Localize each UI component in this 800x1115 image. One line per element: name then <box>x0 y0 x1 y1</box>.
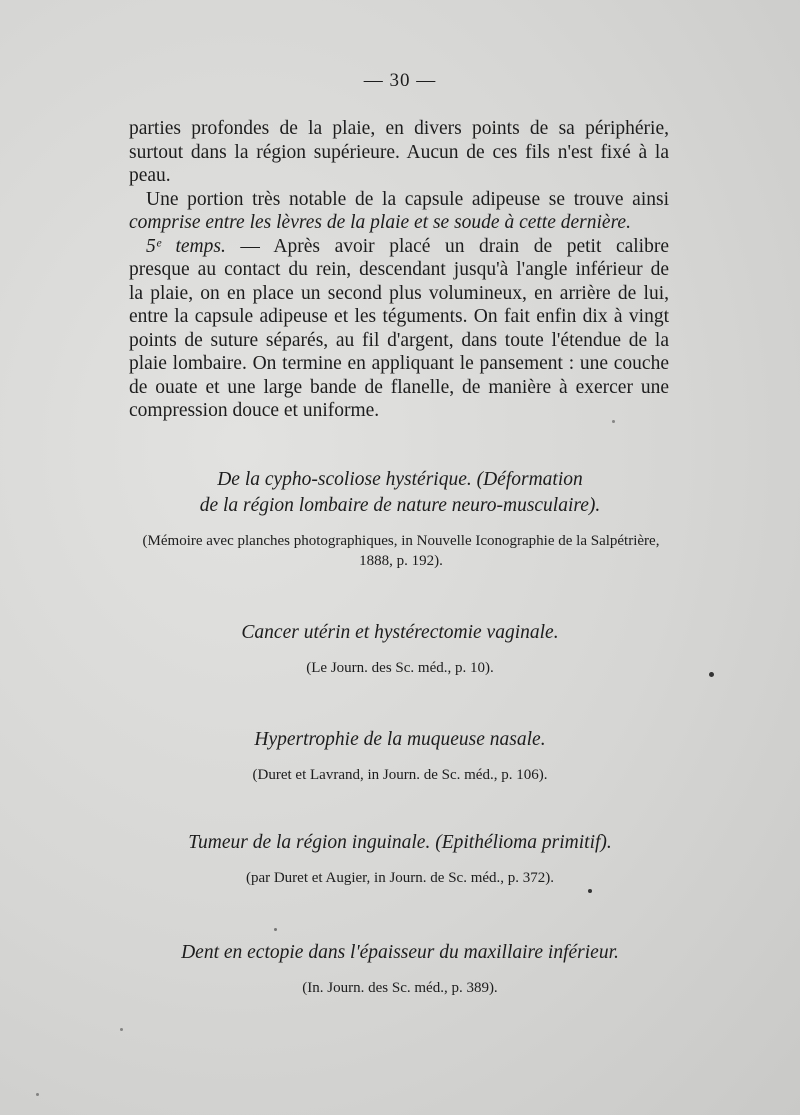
step-label: 5ᵉ temps. <box>146 235 226 257</box>
scan-speck <box>588 889 592 893</box>
paragraph-3 <box>129 235 669 423</box>
entry-title: Dent en ectopie dans l'épaisseur du maxillaire inférieur. <box>181 942 619 963</box>
text-line: peau. <box>129 165 171 186</box>
body-text <box>129 117 669 423</box>
text-line: parties profondes de la plaie, en divers points de sa périphérie, <box>129 118 669 139</box>
scan-speck <box>709 672 714 677</box>
text-line: de ouate et une large bande de flanelle, de manière à exercer une <box>129 376 669 398</box>
text-line-italic: comprise entre les lèvres de la plaie et se soude à cette dernière. <box>129 212 631 233</box>
entry-source: (Mémoire avec planches photographiques, in Nouvelle Iconographie de la Salpétrière, 1888, p. 192). <box>142 533 660 569</box>
text-line: presque au contact du rein, descendant jusqu'à l'angle inférieur de <box>129 259 669 280</box>
entry-title: De la cypho-scoliose hystérique. (Déformation <box>217 469 583 490</box>
bibliography-entry <box>0 727 800 785</box>
text-line <box>129 235 669 259</box>
scan-speck <box>612 420 615 423</box>
scan-speck <box>274 928 277 931</box>
bibliography-entry <box>0 940 800 998</box>
entry-source: (Duret et Lavrand, in Journ. de Sc. méd., p. 106). <box>252 767 548 783</box>
bibliography-entry <box>0 467 800 571</box>
entry-title: Hypertrophie de la muqueuse nasale. <box>254 729 546 750</box>
paragraph-2 <box>129 188 669 235</box>
bibliography-entry <box>0 830 800 888</box>
entry-source: (par Duret et Augier, in Journ. de Sc. méd., p. 372). <box>245 870 555 886</box>
scan-speck <box>120 1028 123 1031</box>
text-line: compression douce et uniforme. <box>129 400 380 421</box>
page-number: — 30 — <box>363 70 437 91</box>
text-line: la plaie, on en place un second plus volumineux, en arrière de lui, <box>129 282 669 304</box>
scan-speck <box>36 1093 39 1096</box>
text-line: points de suture séparés, au fil d'argent, dans toute l'étendue de la <box>129 329 669 351</box>
text-line-rest: — Après avoir placé un drain de petit calibre <box>225 235 669 257</box>
entry-title: de la région lombaire de nature neuro-musculaire). <box>199 495 601 516</box>
text-line: entre la capsule adipeuse et les téguments. On fait enfin dix à vingt <box>129 306 669 327</box>
text-line: plaie lombaire. On termine en appliquant le pansement : une couche <box>129 353 669 374</box>
entry-source: (In. Journ. des Sc. méd., p. 389). <box>302 980 498 996</box>
entry-title: Tumeur de la région inguinale. (Epithélioma primitif). <box>188 832 612 853</box>
bibliography-entry <box>0 620 800 678</box>
text-line: surtout dans la région supérieure. Aucun de ces fils n'est fixé à la <box>129 141 669 163</box>
text-line: Une portion très notable de la capsule adipeuse se trouve ainsi <box>146 188 669 210</box>
entry-source: (Le Journ. des Sc. méd., p. 10). <box>306 660 494 676</box>
paragraph-1 <box>129 117 669 188</box>
entry-title: Cancer utérin et hystérectomie vaginale. <box>241 622 559 643</box>
